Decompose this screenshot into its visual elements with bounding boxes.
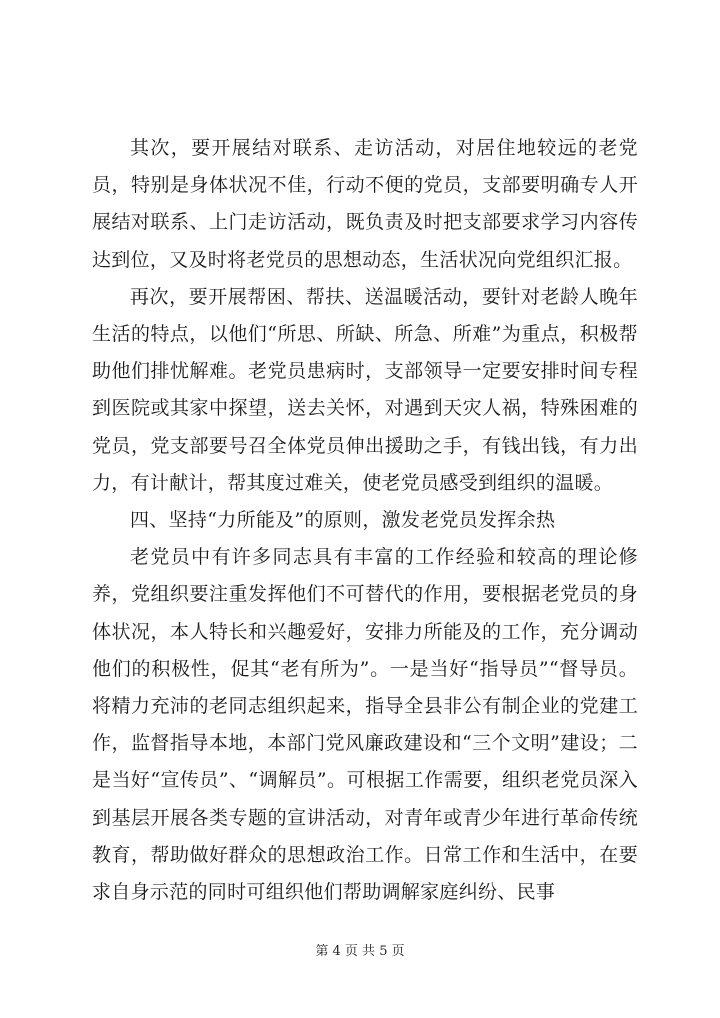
- document-body: [92, 130, 638, 911]
- paragraph-thirdly: 再次，要开展帮困、帮扶、送温暖活动，要针对老龄人晚年生活的特点，以他们“所思、所缺、所急、所难”为重点，积极帮助他们排忧解难。老党员患病时，支部领导一定要安排时间专程到医院或其家中探望，送去关怀，对遇到天灾人祸，特殊困难的党员，党支部要号召全体党员伸出援助之手，有钱出钱，有力出力，有计献计，帮其度过难关，使老党员感受到组织的温暖。: [92, 285, 638, 494]
- paragraph-section-four: 老党员中有许多同志具有丰富的工作经验和较高的理论修养，党组织要注重发挥他们不可替代的作用，要根据老党员的身体状况，本人特长和兴趣爱好，安排力所能及的工作，充分调动他们的积极性，促其“老有所为”。一是当好“指导员”“督导员。将精力充沛的老同志组织起来，指导全县非公有制企业的党建工作，监督指导本地，本部门党风廉政建设和“三个文明”建设；二是当好“宣传员”、“调解员”。可根据工作需要，组织老党员深入到基层开展各类专题的宣讲活动，对青年或青少年进行革命传统教育，帮助做好群众的思想政治工作。日常工作和生活中，在要求自身示范的同时可组织他们帮助调解家庭纠纷、民事: [92, 546, 638, 904]
- page-footer: 第 4 页 共 5 页: [315, 944, 405, 959]
- section-heading-four: 四、坚持“力所能及”的原则，激发老党员发挥余热: [130, 509, 556, 532]
- paragraph-secondly: 其次，要开展结对联系、走访活动，对居住地较远的老党员，特别是身体状况不佳，行动不便的党员，支部要明确专人开展结对联系、上门走访活动，既负责及时把支部要求学习内容传达到位，又及时将老党员的思想动态，生活状况向党组织汇报。: [92, 137, 638, 271]
